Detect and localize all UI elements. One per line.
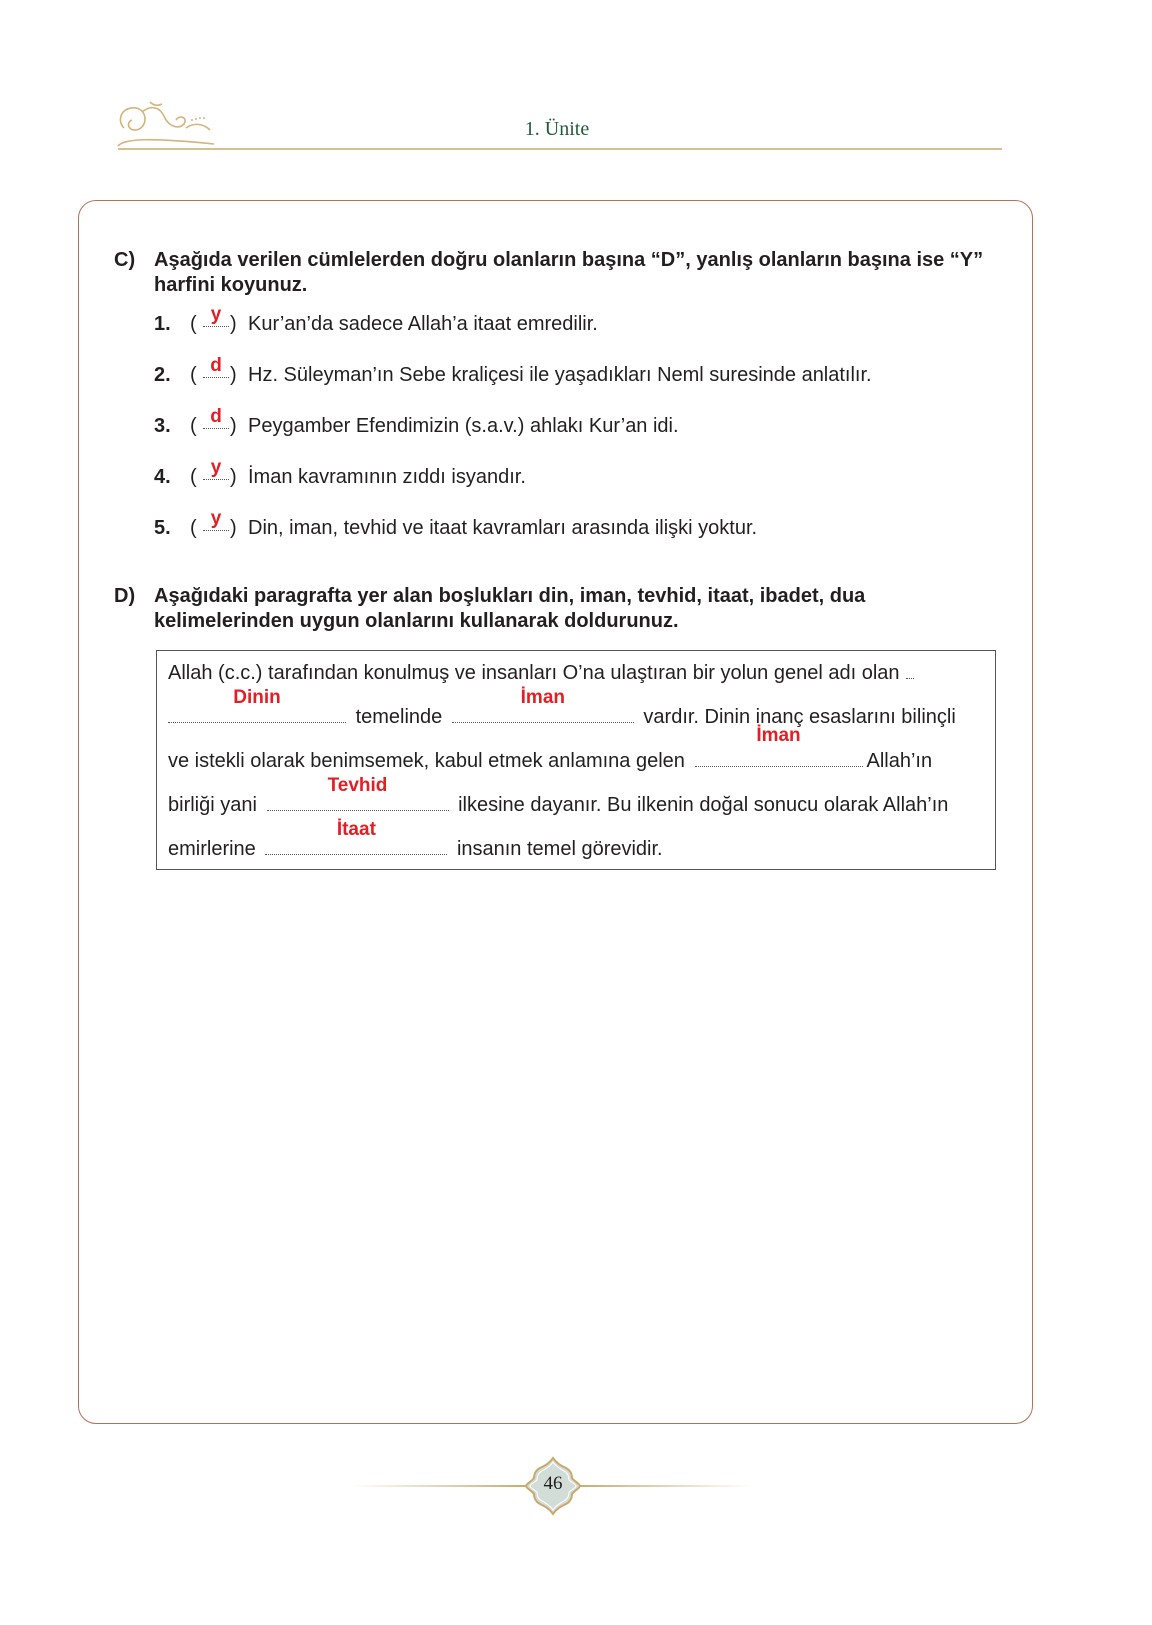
paragraph-text: ve istekli olarak benimsemek, kabul etmek anlamına gelen (168, 750, 685, 772)
item-statement: Kur’an’da sadece Allah’a itaat emredilir. (248, 313, 598, 335)
section-c (114, 248, 1004, 567)
answer-value: y (203, 508, 229, 531)
list-item (154, 406, 1004, 465)
answer-value: d (203, 355, 229, 378)
blank-field[interactable] (168, 687, 346, 723)
blank-field[interactable] (906, 657, 914, 679)
section-letter: C) (114, 249, 136, 271)
answer-blank[interactable]: ( y ) (190, 304, 237, 335)
answer-blank[interactable]: ( y ) (190, 457, 237, 488)
list-item (154, 355, 1004, 414)
answer-blank[interactable]: ( y ) (190, 508, 237, 539)
paragraph-text: emirlerine (168, 838, 256, 860)
paragraph-text: Allah’ın (866, 750, 933, 772)
section-instruction: Aşağıda verilen cümlelerden doğru olanların başına “D”, yanlış olanların başına ise “Y” harfini koyunuz. (154, 249, 984, 296)
section-c-heading (114, 248, 1004, 298)
filled-answer: İman (756, 725, 801, 746)
blank-field[interactable] (265, 819, 447, 855)
paragraph-text: temelinde (355, 706, 443, 728)
page-footer (352, 1456, 752, 1516)
blank-field[interactable] (452, 687, 634, 723)
page-number: 46 (543, 1473, 563, 1494)
filled-answer: Tevhid (327, 775, 388, 796)
item-statement: İman kavramının zıddı isyandır. (248, 466, 526, 488)
blank-field[interactable] (695, 725, 863, 767)
paragraph-text: ilkesine dayanır. Bu ilkenin doğal sonucu olarak Allah’ın (458, 794, 949, 816)
fill-in-paragraph-box (156, 650, 996, 870)
paragraph-text: birliği yani (168, 794, 257, 816)
item-number: 3. (154, 415, 171, 437)
paragraph-text: vardır. Dinin inanç esaslarını bilinçli (643, 706, 956, 728)
item-statement: Din, iman, tevhid ve itaat kavramları arasında ilişki yoktur. (248, 517, 758, 539)
filled-answer: İman (520, 687, 566, 708)
answer-value: y (203, 457, 229, 480)
footer-divider-right (574, 1485, 752, 1487)
list-item (154, 304, 1004, 363)
item-number: 4. (154, 466, 171, 488)
answer-value: y (203, 304, 229, 327)
section-d (114, 584, 1004, 870)
section-d-heading (114, 584, 1004, 634)
true-false-list (154, 304, 1004, 567)
item-number: 2. (154, 364, 171, 386)
section-letter: D) (114, 585, 136, 607)
paragraph-text: insanın temel görevidir. (456, 838, 663, 860)
list-item (154, 457, 1004, 516)
list-item (154, 508, 1004, 567)
paragraph-line (168, 819, 985, 875)
unit-title: 1. Ünite (524, 118, 590, 140)
filled-answer: Dinin (233, 687, 281, 708)
answer-value: d (203, 406, 229, 429)
item-number: 5. (154, 517, 171, 539)
paragraph-text: Allah (c.c.) tarafından konulmuş ve insanları O’na ulaştıran bir yolun genel adı olan (168, 662, 900, 684)
item-statement: Hz. Süleyman’ın Sebe kraliçesi ile yaşadıkları Neml suresinde anlatılır. (248, 364, 872, 386)
header-divider (118, 148, 1002, 150)
footer-divider-left (352, 1485, 530, 1487)
answer-blank[interactable]: ( d ) (190, 406, 237, 437)
filled-answer: İtaat (336, 819, 376, 840)
blank-field[interactable] (267, 775, 449, 811)
item-number: 1. (154, 313, 171, 335)
item-statement: Peygamber Efendimizin (s.a.v.) ahlakı Kur’an idi. (248, 415, 679, 437)
section-instruction: Aşağıdaki paragrafta yer alan boşlukları din, iman, tevhid, itaat, ibadet, dua kelimelerinden uygun olanlarını kullanarak doldurunuz. (154, 585, 866, 632)
answer-blank[interactable]: ( d ) (190, 355, 237, 386)
page-header (112, 96, 1002, 152)
